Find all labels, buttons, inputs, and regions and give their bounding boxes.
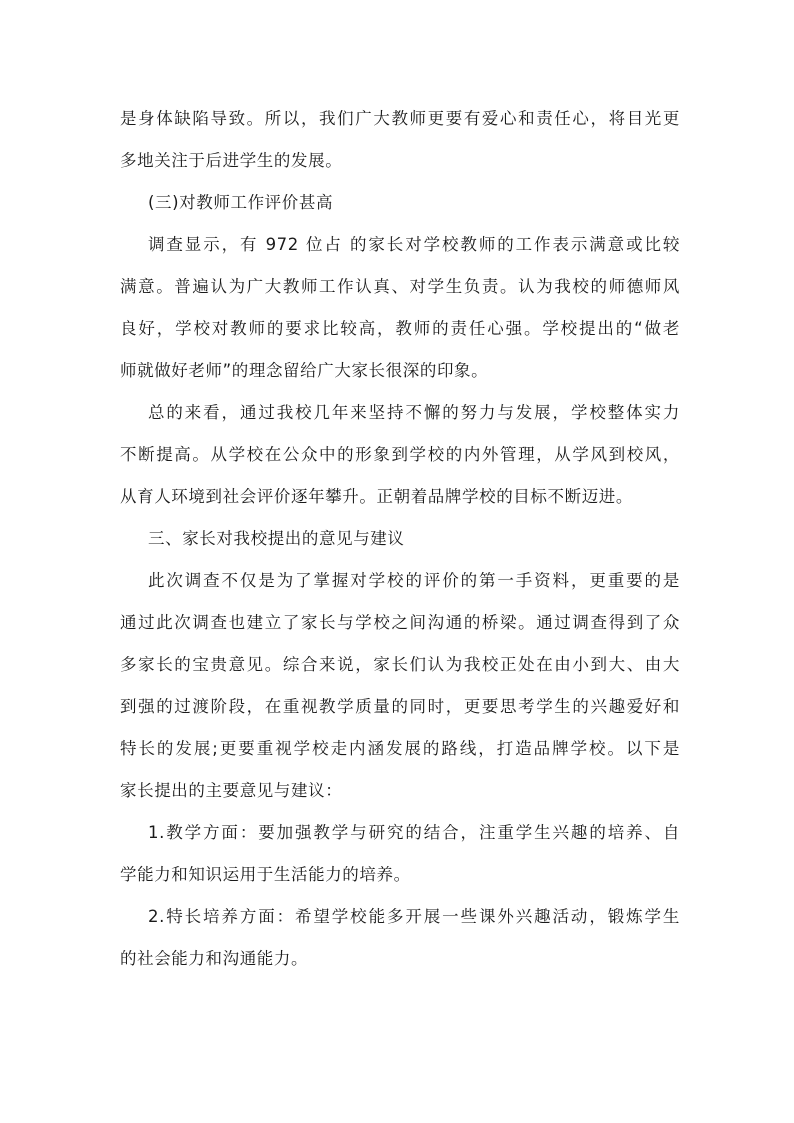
paragraph-line: 家长提出的主要意见与建议： xyxy=(120,781,343,800)
paragraph-line: 满意。普遍认为广大教师工作认真、对学生负责。认为我校的师德师风 xyxy=(120,277,680,296)
section-heading: 三、家长对我校提出的意见与建议 xyxy=(148,529,405,548)
paragraph-line: 此次调查不仅是为了掌握对学校的评价的第一手资料，更重要的是 xyxy=(148,571,680,590)
paragraph-line: 不断提高。从学校在公众中的形象到学校的内外管理，从学风到校风， xyxy=(120,445,680,464)
paragraph-line: 是身体缺陷导致。所以，我们广大教师更要有爱心和责任心，将目光更 xyxy=(120,109,680,128)
paragraph-line: 良好，学校对教师的要求比较高，教师的责任心强。学校提出的“做老 xyxy=(120,319,680,338)
paragraph-line: 多家长的宝贵意见。综合来说，家长们认为我校正处在由小到大、由大 xyxy=(120,655,680,674)
paragraph-line: 多地关注于后进学生的发展。 xyxy=(120,151,343,170)
paragraph-line: 学能力和知识运用于生活能力的培养。 xyxy=(120,865,411,884)
section-heading: (三)对教师工作评价甚高 xyxy=(148,193,334,212)
paragraph-line: 到强的过渡阶段，在重视教学质量的同时，更要思考学生的兴趣爱好和 xyxy=(120,697,680,716)
paragraph-line: 师就做好老师”的理念留给广大家长很深的印象。 xyxy=(120,361,489,380)
paragraph-line: 的社会能力和沟通能力。 xyxy=(120,949,309,968)
paragraph-line: 从育人环境到社会评价逐年攀升。正朝着品牌学校的目标不断迈进。 xyxy=(120,487,633,506)
paragraph-line: 特长的发展;更要重视学校走内涵发展的路线，打造品牌学校。以下是 xyxy=(120,739,680,758)
paragraph-line: 总的来看，通过我校几年来坚持不懈的努力与发展，学校整体实力 xyxy=(148,403,680,422)
list-item: 1.教学方面：要加强教学与研究的结合，注重学生兴趣的培养、自 xyxy=(148,823,680,842)
paragraph-line: 调查显示，有 972 位占 的家长对学校教师的工作表示满意或比较 xyxy=(148,235,680,254)
list-item: 2.特长培养方面：希望学校能多开展一些课外兴趣活动，锻炼学生 xyxy=(148,907,680,926)
paragraph-line: 通过此次调查也建立了家长与学校之间沟通的桥梁。通过调查得到了众 xyxy=(120,613,680,632)
